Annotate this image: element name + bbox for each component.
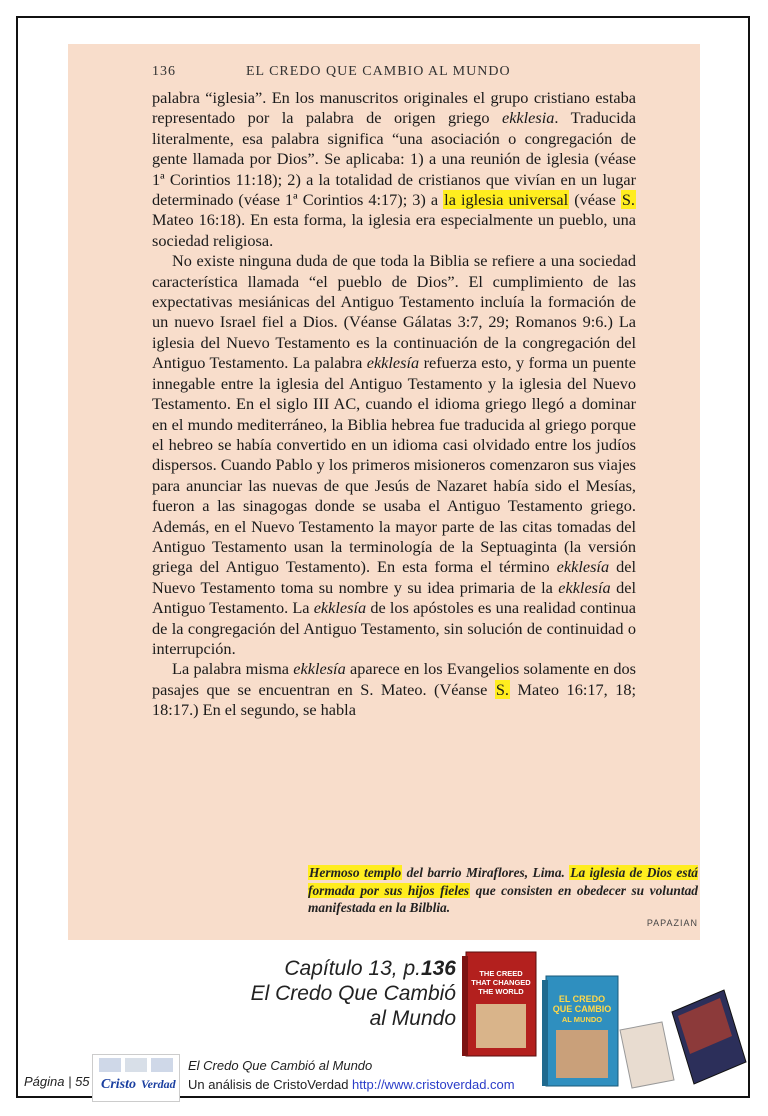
- paragraph-3: [152, 659, 636, 720]
- svg-text:Verdad: Verdad: [141, 1077, 176, 1091]
- text-run: La palabra misma: [172, 659, 294, 679]
- paragraph-1: [152, 88, 636, 251]
- chapter-reference: [236, 956, 456, 1031]
- footer-subtitle-text: Un análisis de CristoVerdad: [188, 1077, 353, 1092]
- running-header: [152, 64, 642, 82]
- svg-text:QUE CAMBIO: QUE CAMBIO: [552, 1004, 612, 1014]
- italic-term: ekklesía: [556, 557, 610, 577]
- text-run: de los apóstoles es una realidad continua de la congregación del Antiguo Testamento, sin solución de continuidad o interrupción.: [152, 598, 636, 658]
- body-text: [152, 88, 636, 721]
- italic-term: ekklesía: [293, 659, 346, 679]
- text-run: del Antiguo Testamento. La: [152, 577, 636, 618]
- highlight: S.: [495, 679, 509, 699]
- page-number: 136: [152, 64, 176, 79]
- text-run: palabra “iglesia”. En los manuscritos originales el grupo cristiano estaba representado por la palabra de origen griego: [152, 88, 636, 128]
- italic-term: ekklesía: [313, 598, 367, 618]
- text-run: No existe ninguna duda de que toda la Biblia se refiere a una sociedad característica llamada “el pueblo de Dios”. El cumplimiento de las expectativas mesiánicas del Antiguo Testamento incluía la formación de un nuevo Israel fiel a Dios. (Véanse Gálatas 3:7, 29; Romanos 9:6.) La iglesia del Nuevo Testamento es la continuación de la congregación del Antiguo Testamento. La palabra: [152, 251, 636, 373]
- cristoverdad-logo: [92, 1054, 180, 1102]
- highlight: la iglesia universal: [444, 190, 569, 210]
- highlight: Hermoso templo: [309, 865, 402, 880]
- svg-text:EL CREDO: EL CREDO: [558, 994, 606, 1004]
- svg-text:THE CREED: THE CREED: [479, 969, 523, 978]
- chapter-page: 136: [420, 957, 456, 980]
- text-run: . Traducida literalmente, esa palabra significa “una asociación o congregación de gente llamada por Dios”. Se aplicaba: 1) a una reunión de iglesia (véase 1ª Corintios 11:18); 2) a la totalidad de cristianos que vivían en un lugar determinado (véase 1ª Corintios 4:17); 3) a: [152, 108, 637, 210]
- svg-text:AL MUNDO: AL MUNDO: [561, 1015, 603, 1024]
- svg-text:THE WORLD: THE WORLD: [478, 987, 524, 996]
- text-run: Mateo 16:17, 18; 18:17.) En el segundo, se habla: [152, 679, 637, 720]
- footer-subtitle: [188, 1077, 515, 1092]
- text-run: Mateo 16:18). En esta forma, la iglesia era especialmente un pueblo, una sociedad religiosa.: [152, 210, 636, 250]
- chapter-line-1: [236, 956, 456, 981]
- italic-term: ekklesía: [366, 353, 420, 373]
- photo-caption: [308, 864, 698, 917]
- chapter-label: Capítulo 13, p.: [284, 957, 421, 980]
- italic-term: ekklesia: [501, 108, 555, 128]
- italic-term: ekklesía: [558, 577, 611, 597]
- svg-text:Cristo: Cristo: [101, 1077, 137, 1092]
- highlight: La iglesia de Dios está formada por sus hijos fieles: [308, 865, 698, 898]
- chapter-line-2: El Credo Que Cambió: [250, 982, 456, 1005]
- text-run: del Nuevo Testamento toma su nombre y su idea primaria de la: [152, 557, 636, 597]
- footer-title: El Credo Que Cambió al Mundo: [188, 1058, 373, 1073]
- photo-credit: PAPAZIAN: [646, 918, 698, 928]
- running-title: EL CREDO QUE CAMBIO AL MUNDO: [246, 64, 511, 79]
- small-books: [620, 990, 746, 1088]
- text-run: del barrio Miraflores, Lima.: [402, 865, 570, 880]
- paragraph-2: [152, 251, 636, 659]
- svg-text:THAT CHANGED: THAT CHANGED: [471, 978, 531, 987]
- text-run: aparece en los Evangelios solamente en dos pasajes que se encuentran en S. Mateo. (Véanse: [152, 659, 637, 699]
- red-book-cover: [462, 952, 536, 1056]
- chapter-line-3: al Mundo: [369, 1007, 456, 1030]
- footer-page-label: Página | 55: [24, 1074, 90, 1089]
- highlight: S.: [621, 190, 635, 210]
- blue-book-cover: [542, 976, 618, 1086]
- text-run: (véase: [569, 190, 621, 210]
- text-run: refuerza esto, y forma un puente innegable entre la iglesia del Antiguo Testamento y la iglesia del Nuevo Testamento. En el siglo III AC, cuando el idioma griego llegó a dominar en el mundo mediterráneo, la Biblia hebrea fue traducida al griego porque el hebreo se había convertido en un idioma casi olvidado entre los judíos dispersos. Cuando Pablo y los primeros misioneros comenzaron sus viajes para anunciar las nuevas de que Jesús de Nazaret había sido el Mesías, fueron a las sinagogas donde se usaba el Antiguo Testamento griego. Además, en el Nuevo Testamento la mayor parte de las citas tomadas del Antiguo Testamento usan la terminología de la Septuaginta (la versión griega del Antiguo Testamento). En esta forma el término: [152, 353, 636, 577]
- website-link[interactable]: http://www.cristoverdad.com: [352, 1077, 515, 1092]
- text-run: que consisten en obedecer su voluntad manifestada en la Bilblia.: [308, 882, 698, 915]
